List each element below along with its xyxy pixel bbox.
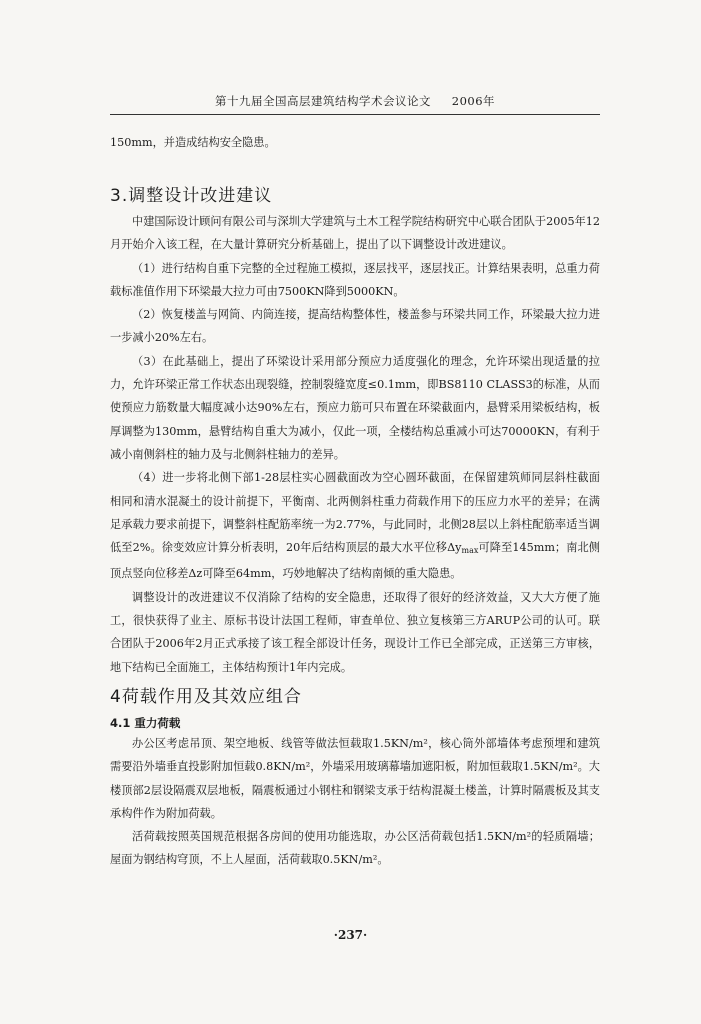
section-4-heading: 4荷载作用及其效应组合 xyxy=(110,687,302,707)
section-3-intro: 中建国际设计顾问有限公司与深圳大学建筑与土木工程学院结构研究中心联合团队于2005年12月开始介入该工程，在大量计算研究分析基础上，提出了以下调整设计改进建议。 xyxy=(110,215,600,252)
section-4-body xyxy=(110,732,600,872)
item-4-text-a: （4）进一步将北侧下部1-28层柱实心圆截面改为空心圆环截面，在保留建筑师同层斜柱截面相同和清水混凝土的设计前提下，平衡南、北两侧斜柱重力荷载作用下的压应力水平的差异；在满足承载力要求前提下，调整斜柱配筋率统一为2.77%，与此同时，北侧28层以上斜柱配筋率适当调低至2%。徐变效应计算分析表明，20年后结构顶层的最大水平位移Δy xyxy=(110,471,600,555)
item-4-text-b: 可降至145mm；南北侧顶点竖向位移差Δz可降至64mm，巧妙地解决了结构南倾的重大隐患。 xyxy=(110,541,600,581)
section-3-heading: 3.调整设计改进建议 xyxy=(110,186,273,206)
continuation-text: 150mm，并造成结构安全隐患。 xyxy=(110,136,276,149)
section-3-item-1: （1）进行结构自重下完整的全过程施工模拟，逐层找平，逐层找正。计算结果表明，总重力荷载标准值作用下环梁最大拉力可由7500KN降到5000KN。 xyxy=(110,261,600,298)
section-3-closing: 调整设计的改进建议不仅消除了结构的安全隐患，还取得了很好的经济效益，又大大方便了施工，很快获得了业主、原标书设计法国工程师，审查单位、独立复核第三方ARUP公司的认可。联合团队于2006年2月正式承接了该工程全部设计任务，现设计工作已全部完成，正送第三方审核，地下结构已全面施工，主体结构预计1年内完成。 xyxy=(110,590,600,674)
section-3-item-2: （2）恢复楼盖与网筒、内筒连接，提高结构整体性，楼盖参与环梁共同工作，环梁最大拉力进一步减小20%左右。 xyxy=(110,308,600,345)
section-3-item-4 xyxy=(110,466,600,585)
header-rule xyxy=(110,114,600,115)
running-header xyxy=(110,93,600,109)
section-3-body xyxy=(110,210,600,679)
section-4-para-1: 办公区考虑吊顶、架空地板、线管等做法恒载取1.5KN/m²，核心筒外部墙体考虑预埋和建筑需要沿外墙垂直投影附加恒载0.8KN/m²，外墙采用玻璃幕墙加遮阳板，附加恒载取1.5KN/m²。大楼顶部2层设隔震双层地板，隔震板通过小钢柱和钢梁支承于结构混凝土楼盖，计算时隔震板及其支承构件作为附加荷载。 xyxy=(110,737,600,820)
running-header-year: 2006年 xyxy=(451,94,496,108)
continuation-block xyxy=(110,131,600,154)
section-4-para-2: 活荷载按照英国规范根据各房间的使用功能选取，办公区活荷载包括1.5KN/m²的轻质隔墙；屋面为钢结构穹顶，不上人屋面，活荷载取0.5KN/m²。 xyxy=(110,830,600,867)
running-header-title: 第十九届全国高层建筑结构学术会议论文 xyxy=(214,94,431,108)
section-4-1-heading: 4.1 重力荷载 xyxy=(110,716,181,730)
section-3-item-3: （3）在此基础上，提出了环梁设计采用部分预应力适度强化的理念，允许环梁出现适量的拉力，允许环梁正常工作状态出现裂缝，控制裂缝宽度≤0.1mm，即BS8110 CLASS3的标准，从而使预应力筋数量大幅度减小达90%左右，预应力筋可只布置在环梁截面内，悬臂采用梁板结构，板厚调整为130mm，悬臂结构自重大为减小，仅此一项，全楼结构总重减小可达70000KN，有利于减小南侧斜柱的轴力及与北侧斜柱轴力的差异。 xyxy=(110,354,600,461)
item-4-subscript: max xyxy=(461,546,479,556)
page-number: ·237· xyxy=(333,928,368,942)
